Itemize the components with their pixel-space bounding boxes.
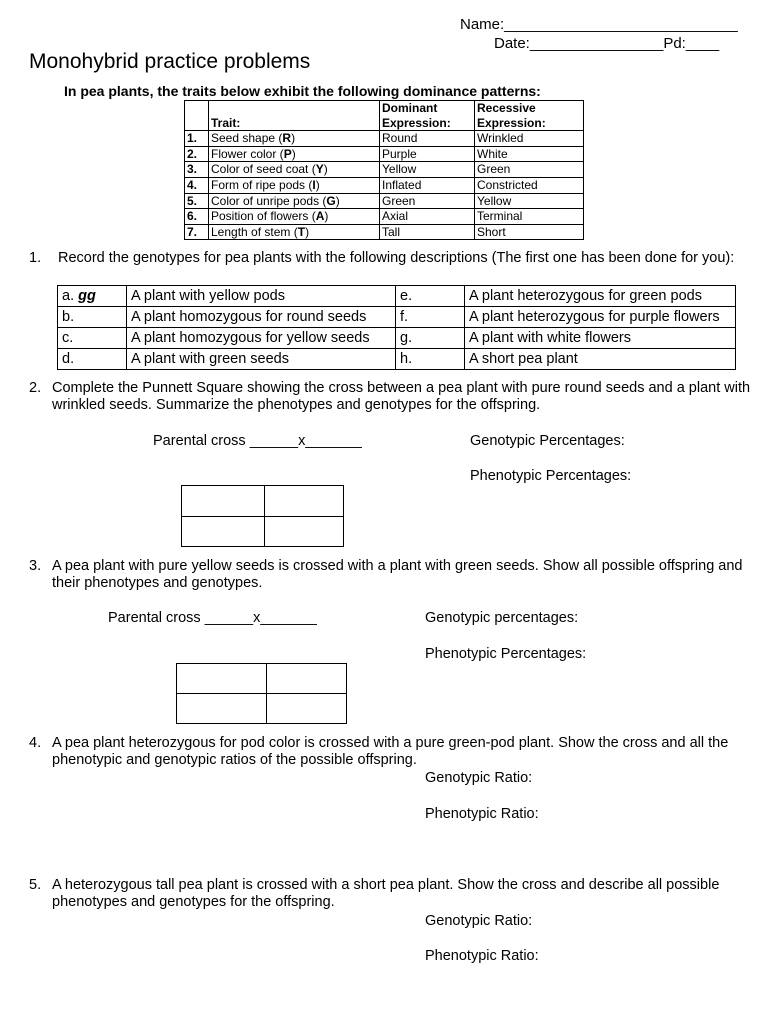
- genotype-answer-cell[interactable]: e.: [396, 286, 465, 307]
- genotype-row: [58, 349, 736, 370]
- trait-number: 6.: [185, 209, 209, 225]
- genotype-description: A plant heterozygous for green pods: [465, 286, 736, 307]
- genotype-description: A plant heterozygous for purple flowers: [465, 307, 736, 328]
- q4-phenotypic-ratio: Phenotypic Ratio:: [425, 806, 539, 822]
- q5-number: 5.: [29, 877, 42, 893]
- genotype-description: A short pea plant: [465, 349, 736, 370]
- genotype-description: A plant with green seeds: [127, 349, 396, 370]
- trait-table: [184, 100, 584, 240]
- trait-number: 4.: [185, 177, 209, 193]
- genotype-row: [58, 328, 736, 349]
- q3-punnett-square[interactable]: [176, 663, 347, 724]
- trait-row: [185, 193, 584, 209]
- q2-phenotypic-percentages: Phenotypic Percentages:: [470, 468, 632, 484]
- q3-genotypic-percentages: Genotypic percentages:: [425, 610, 579, 626]
- recessive-expression: Wrinkled: [475, 131, 584, 147]
- trait-name: Flower color (P): [209, 146, 380, 162]
- dominant-expression: Axial: [380, 209, 475, 225]
- dominant-expression: Tall: [380, 224, 475, 240]
- q3-number: 3.: [29, 558, 42, 574]
- trait-header: Trait:: [209, 101, 380, 131]
- q4-genotypic-ratio: Genotypic Ratio:: [425, 770, 533, 786]
- trait-number: 2.: [185, 146, 209, 162]
- trait-row: [185, 131, 584, 147]
- trait-row: [185, 177, 584, 193]
- trait-number: 1.: [185, 131, 209, 147]
- recessive-expression: Constricted: [475, 177, 584, 193]
- recessive-expression: Short: [475, 224, 584, 240]
- q4-text: A pea plant heterozygous for pod color is crossed with a pure green-pod plant. Show the cross and all the phenotypic and genotypic ratios of the possible offspring.: [52, 735, 729, 768]
- trait-name: Form of ripe pods (I): [209, 177, 380, 193]
- trait-name: Position of flowers (A): [209, 209, 380, 225]
- q2-genotypic-percentages: Genotypic Percentages:: [470, 433, 625, 449]
- num-header: [185, 101, 209, 131]
- trait-number: 5.: [185, 193, 209, 209]
- trait-row: [185, 162, 584, 178]
- punnett-cell[interactable]: [265, 517, 344, 547]
- q5-text: A heterozygous tall pea plant is crossed with a short pea plant. Show the cross and describe all possible phenotypes and genotypes for the offspring.: [52, 877, 720, 910]
- genotype-answer-cell[interactable]: f.: [396, 307, 465, 328]
- dominant-expression: Purple: [380, 146, 475, 162]
- q5-genotypic-ratio: Genotypic Ratio:: [425, 913, 533, 929]
- page-title: Monohybrid practice problems: [29, 50, 311, 73]
- recessive-expression: Yellow: [475, 193, 584, 209]
- genotype-answer-cell[interactable]: d.: [58, 349, 127, 370]
- punnett-cell[interactable]: [177, 694, 267, 724]
- punnett-cell[interactable]: [177, 664, 267, 694]
- trait-row: [185, 224, 584, 240]
- trait-name: Color of seed coat (Y): [209, 162, 380, 178]
- q2-parental-cross[interactable]: Parental cross ______x_______: [153, 433, 362, 449]
- dominant-header: Dominant Expression:: [380, 101, 475, 131]
- name-field[interactable]: Name:____________________________: [460, 16, 738, 33]
- genotype-answer-cell[interactable]: h.: [396, 349, 465, 370]
- punnett-cell[interactable]: [267, 694, 347, 724]
- genotype-answer-cell[interactable]: g.: [396, 328, 465, 349]
- q2-text: Complete the Punnett Square showing the cross between a pea plant with pure round seeds and a plant with wrinkled seeds. Summarize the phenotypes and genotypes for the offspring.: [52, 380, 751, 413]
- dominant-expression: Yellow: [380, 162, 475, 178]
- trait-table-header: [185, 101, 584, 131]
- dominant-expression: Green: [380, 193, 475, 209]
- q2-number: 2.: [29, 380, 42, 396]
- genotype-row: [58, 307, 736, 328]
- trait-number: 3.: [185, 162, 209, 178]
- dominant-expression: Round: [380, 131, 475, 147]
- recessive-expression: Green: [475, 162, 584, 178]
- date-period-field[interactable]: Date:________________Pd:____: [494, 35, 720, 52]
- trait-number: 7.: [185, 224, 209, 240]
- intro-text: In pea plants, the traits below exhibit the following dominance patterns:: [64, 83, 541, 99]
- punnett-cell[interactable]: [267, 664, 347, 694]
- recessive-expression: White: [475, 146, 584, 162]
- genotype-row: [58, 286, 736, 307]
- dominant-expression: Inflated: [380, 177, 475, 193]
- recessive-header: Recessive Expression:: [475, 101, 584, 131]
- genotype-answer-cell[interactable]: b.: [58, 307, 127, 328]
- genotype-description: A plant with yellow pods: [127, 286, 396, 307]
- q5-phenotypic-ratio: Phenotypic Ratio:: [425, 948, 539, 964]
- genotype-description: A plant homozygous for round seeds: [127, 307, 396, 328]
- q1-number: 1.: [29, 250, 42, 266]
- trait-name: Seed shape (R): [209, 131, 380, 147]
- q2-punnett-square[interactable]: [181, 485, 344, 547]
- trait-row: [185, 146, 584, 162]
- punnett-cell[interactable]: [182, 517, 265, 547]
- punnett-cell[interactable]: [182, 486, 265, 517]
- q1-text: Record the genotypes for pea plants with the following descriptions (The first one has been done for you):: [58, 250, 735, 266]
- q3-text: A pea plant with pure yellow seeds is crossed with a plant with green seeds. Show all possible offspring and their phenotypes and genotypes.: [52, 558, 743, 591]
- genotype-table: [57, 285, 736, 370]
- trait-row: [185, 209, 584, 225]
- genotype-description: A plant with white flowers: [465, 328, 736, 349]
- genotype-description: A plant homozygous for yellow seeds: [127, 328, 396, 349]
- q4-number: 4.: [29, 735, 42, 751]
- recessive-expression: Terminal: [475, 209, 584, 225]
- q3-parental-cross[interactable]: Parental cross ______x_______: [108, 610, 317, 626]
- trait-name: Color of unripe pods (G): [209, 193, 380, 209]
- q3-phenotypic-percentages: Phenotypic Percentages:: [425, 646, 587, 662]
- genotype-answer-cell[interactable]: c.: [58, 328, 127, 349]
- genotype-answer-cell[interactable]: a. gg: [58, 286, 127, 307]
- punnett-cell[interactable]: [265, 486, 344, 517]
- trait-name: Length of stem (T): [209, 224, 380, 240]
